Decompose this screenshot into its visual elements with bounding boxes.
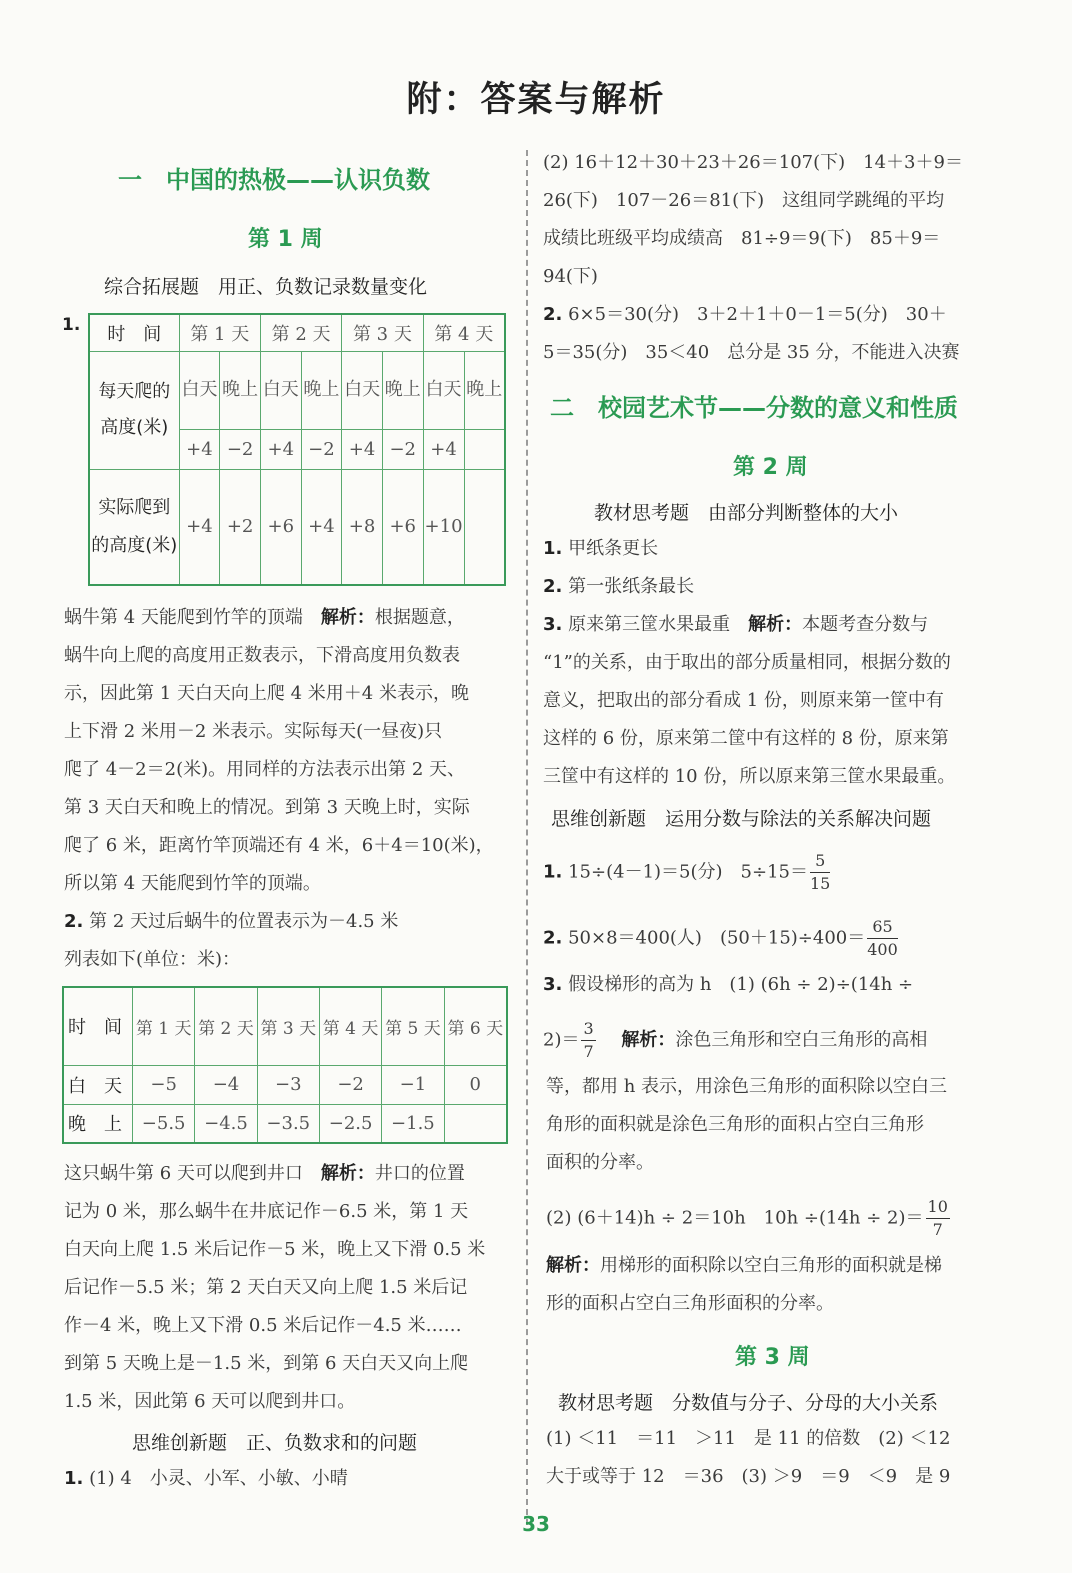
- question-number: 3.: [543, 614, 563, 635]
- answer-line: 第 2 天过后蜗牛的位置表示为－4.5 米: [89, 911, 399, 932]
- table-cell: −2: [301, 429, 342, 469]
- answer-line: “1”的关系，由于取出的部分质量相同，根据分数的: [543, 652, 951, 673]
- question-number: 2.: [543, 576, 563, 597]
- answer-line-row: [543, 1018, 927, 1063]
- table-cell: [444, 1104, 507, 1143]
- table-cell: +8: [342, 469, 383, 585]
- day-label-cell: 白天: [342, 351, 383, 429]
- question-number: 1.: [62, 315, 81, 335]
- table-cell: −2: [220, 429, 261, 469]
- question-number: 3.: [543, 974, 563, 995]
- answer-line: 示，因此第 1 天白天向上爬 4 米用＋4 米表示，晚: [64, 683, 469, 704]
- page-number: 33: [522, 1512, 550, 1536]
- answer-paragraph-1: [64, 599, 514, 979]
- fraction-numerator: 10: [926, 1196, 950, 1219]
- table-cell: +10: [423, 469, 464, 585]
- answer-line: 这只蜗牛第 6 天可以爬到井口: [64, 1163, 321, 1184]
- table-cell: +6: [382, 469, 423, 585]
- table-header-cell: 第 6 天: [444, 987, 507, 1065]
- fraction-numerator: 65: [867, 916, 898, 939]
- table-cell: −2: [382, 429, 423, 469]
- table-cell: +4: [179, 429, 220, 469]
- answer-line: 记为 0 米，那么蜗牛在井底记作－6.5 米，第 1 天: [64, 1201, 469, 1222]
- answer-line: 等，都用 h 表示，用涂色三角形的面积除以空白三: [546, 1076, 948, 1097]
- answer-line-row: [543, 916, 900, 961]
- subheading-1: 综合拓展题 用正、负数记录数量变化: [104, 276, 428, 298]
- answer-line: 上下滑 2 米用－2 米表示。实际每天(一昼夜)只: [64, 721, 443, 742]
- table-cell: −2: [319, 1065, 381, 1104]
- answer-line: 到第 5 天晚上是－1.5 米，到第 6 天白天又向上爬: [64, 1353, 469, 1374]
- analysis-label: 解析：: [621, 1029, 676, 1051]
- table-header-cell: 第 1 天: [179, 314, 260, 351]
- snail-height-table: [88, 313, 506, 586]
- answer-line: 蜗牛向上爬的高度用正数表示，下滑高度用负数表: [64, 645, 460, 666]
- table-cell: −1: [382, 1065, 444, 1104]
- answer-line: 三筐中有这样的 10 份，所以原来第三筐水果最重。: [543, 766, 956, 787]
- analysis-label: 解析：: [320, 607, 375, 628]
- table-header-cell: 第 4 天: [319, 987, 381, 1065]
- table-cell: +4: [301, 469, 342, 585]
- answer-line: 甲纸条更长: [568, 538, 659, 559]
- day-label-cell: 晚上: [464, 351, 505, 429]
- table-cell: +4: [179, 469, 220, 585]
- table-cell: −3.5: [257, 1104, 319, 1143]
- answer-line-row: [64, 1460, 348, 1498]
- column-divider: [526, 150, 528, 1525]
- table-header-cell: 第 5 天: [382, 987, 444, 1065]
- row-label: 白 天: [63, 1065, 133, 1104]
- section-heading-2: 二 校园艺术节——分数的意义和性质: [550, 394, 958, 422]
- table-cell: +4: [260, 429, 301, 469]
- answer-line: 角形的面积就是涂色三角形的面积占空白三角形: [546, 1114, 924, 1135]
- answer-line: 第一张纸条最长: [568, 576, 695, 597]
- answer-line: 作－4 米，晚上又下滑 0.5 米后记作－4.5 米……: [64, 1315, 462, 1336]
- well-position-table: [62, 986, 508, 1144]
- table-cell: −1.5: [382, 1104, 444, 1143]
- analysis-paragraph: [546, 1068, 1016, 1182]
- table-header-cell: 第 3 天: [257, 987, 319, 1065]
- table-cell: [464, 469, 505, 585]
- table-cell: +4: [423, 429, 464, 469]
- day-label-cell: 晚上: [301, 351, 342, 429]
- answer-line: 涂色三角形和空白三角形的高相: [675, 1029, 928, 1051]
- fraction-denominator: 15: [809, 874, 831, 893]
- table-cell: [464, 429, 505, 469]
- table-cell: −2.5: [319, 1104, 381, 1143]
- answer-line: 列表如下(单位：米)：: [64, 949, 241, 970]
- answer-paragraph-2: [64, 1155, 514, 1421]
- day-label-cell: 白天: [179, 351, 220, 429]
- week-1-heading: 第 1 周: [248, 227, 323, 252]
- question-number: 1.: [64, 1468, 84, 1489]
- answer-line: 6×5＝30(分) 3＋2＋1＋0－1＝5(分) 30＋: [568, 304, 947, 325]
- answer-line: 蜗牛第 4 天能爬到竹竿的顶端: [64, 607, 321, 628]
- day-label-cell: 晚上: [220, 351, 261, 429]
- fraction-numerator: 5: [810, 850, 830, 873]
- table-cell: −5.5: [133, 1104, 195, 1143]
- question-number: 2.: [543, 304, 563, 325]
- fraction: [581, 1018, 595, 1063]
- week-3-heading: 第 3 周: [735, 1345, 810, 1370]
- answer-line: 26(下) 107－26＝81(下) 这组同学跳绳的平均: [543, 190, 945, 211]
- answer-line-row: [546, 1196, 952, 1241]
- subheading-3: 教材思考题 由部分判断整体的大小: [594, 502, 899, 524]
- answer-line: 成绩比班级平均成绩高 81÷9＝9(下) 85＋9＝: [543, 228, 941, 249]
- analysis-label: 解析：: [320, 1163, 375, 1184]
- table-cell: 0: [444, 1065, 507, 1104]
- row-label: 实际爬到的高度(米): [89, 469, 179, 585]
- answer-line: 2)＝: [543, 1029, 580, 1051]
- row-label: 每天爬的高度(米): [89, 351, 179, 469]
- answer-line: 原来第三筐水果最重: [568, 614, 749, 635]
- table-header-cell: 第 3 天: [342, 314, 423, 351]
- fraction-denominator: 7: [583, 1042, 594, 1061]
- table-header-cell: 第 2 天: [195, 987, 257, 1065]
- day-label-cell: 晚上: [382, 351, 423, 429]
- right-answers-week3: [546, 1420, 1016, 1496]
- answer-line: 1.5 米，因此第 6 天可以爬到井口。: [64, 1391, 356, 1412]
- subheading-4: 思维创新题 运用分数与除法的关系解决问题: [551, 808, 932, 830]
- answer-line: 假设梯形的高为 h (1) (6h ÷ 2)÷(14h ÷: [568, 974, 914, 995]
- answer-line: 白天向上爬 1.5 米后记作－5 米，晚上又下滑 0.5 米: [64, 1239, 486, 1260]
- answer-line: (1) ＜11 ＝11 ＞11 是 11 的倍数 (2) ＜12: [546, 1428, 951, 1449]
- answer-line: 意义，把取出的部分看成 1 份，则原来第一筐中有: [543, 690, 944, 711]
- table-cell: −3: [257, 1065, 319, 1104]
- section-heading-1: 一 中国的热极——认识负数: [118, 166, 430, 194]
- answer-line: 爬了 6 米，距离竹竿顶端还有 4 米，6＋4＝10(米)，: [64, 835, 494, 856]
- table-cell: +2: [220, 469, 261, 585]
- table-cell: −4: [195, 1065, 257, 1104]
- table-header-cell: 时 间: [89, 314, 179, 351]
- answer-line: 第 3 天白天和晚上的情况。到第 3 天晚上时，实际: [64, 797, 470, 818]
- fraction: [867, 916, 898, 961]
- answer-line: 这样的 6 份，原来第二筐中有这样的 8 份，原来第: [543, 728, 949, 749]
- answer-line: 用梯形的面积除以空白三角形的面积就是梯: [600, 1255, 942, 1276]
- answer-line: 所以第 4 天能爬到竹竿的顶端。: [64, 873, 321, 894]
- answer-line: 面积的分率。: [546, 1152, 654, 1173]
- table-header-cell: 第 1 天: [133, 987, 195, 1065]
- answer-line-row: [543, 966, 913, 1004]
- answer-line: 50×8＝400(人) (50＋15)÷400＝: [568, 927, 866, 949]
- subheading-5: 教材思考题 分数值与分子、分母的大小关系: [558, 1392, 939, 1414]
- answer-line: 15÷(4－1)＝5(分) 5÷15＝: [568, 861, 808, 883]
- subheading-2: 思维创新题 正、负数求和的问题: [132, 1432, 418, 1454]
- answer-line: 后记作－5.5 米；第 2 天白天又向上爬 1.5 米后记: [64, 1277, 468, 1298]
- fraction-denominator: 7: [932, 1220, 943, 1239]
- question-number: 2.: [64, 911, 84, 932]
- right-answers-week2: [543, 530, 1013, 796]
- answer-line: 根据题意，: [374, 607, 465, 628]
- fraction-numerator: 3: [581, 1018, 595, 1041]
- answer-line: 爬了 4－2＝2(米)。用同样的方法表示出第 2 天、: [64, 759, 466, 780]
- analysis-label: 解析：: [546, 1255, 600, 1276]
- analysis-paragraph: [546, 1247, 1016, 1323]
- answer-line: (1) 4 小灵、小军、小敏、小晴: [89, 1468, 348, 1489]
- week-2-heading: 第 2 周: [733, 455, 808, 480]
- fraction: [926, 1196, 950, 1241]
- day-label-cell: 白天: [260, 351, 301, 429]
- answer-line: 大于或等于 12 ＝36 (3) ＞9 ＝9 ＜9 是 9: [546, 1466, 951, 1487]
- answer-line: 94(下): [543, 266, 598, 287]
- table-header-cell: 时 间: [63, 987, 133, 1065]
- fraction-denominator: 400: [867, 940, 898, 959]
- fraction: [810, 850, 830, 895]
- answer-line: 井口的位置: [374, 1163, 465, 1184]
- table-cell: −4.5: [195, 1104, 257, 1143]
- table-cell: −5: [133, 1065, 195, 1104]
- table-header-cell: 第 2 天: [260, 314, 341, 351]
- day-label-cell: 白天: [423, 351, 464, 429]
- table-cell: +4: [342, 429, 383, 469]
- analysis-label: 解析：: [748, 614, 803, 635]
- answer-line-row: [543, 850, 832, 895]
- row-label: 晚 上: [63, 1104, 133, 1143]
- question-number: 1.: [543, 861, 563, 883]
- table-header-cell: 第 4 天: [423, 314, 505, 351]
- answer-line: 形的面积占空白三角形面积的分率。: [546, 1293, 834, 1314]
- question-number: 1.: [543, 538, 563, 559]
- page-title: 附：答案与解析: [406, 80, 666, 120]
- right-column-top: [543, 144, 1013, 372]
- answer-line: 本题考查分数与: [802, 614, 929, 635]
- answer-line: (2) (6＋14)h ÷ 2＝10h 10h ÷(14h ÷ 2)＝: [546, 1207, 924, 1229]
- answer-line: (2) 16＋12＋30＋23＋26＝107(下) 14＋3＋9＝: [543, 152, 963, 173]
- question-number: 2.: [543, 927, 563, 949]
- table-cell: +6: [260, 469, 301, 585]
- answer-line: 5＝35(分) 35＜40 总分是 35 分，不能进入决赛: [543, 342, 960, 363]
